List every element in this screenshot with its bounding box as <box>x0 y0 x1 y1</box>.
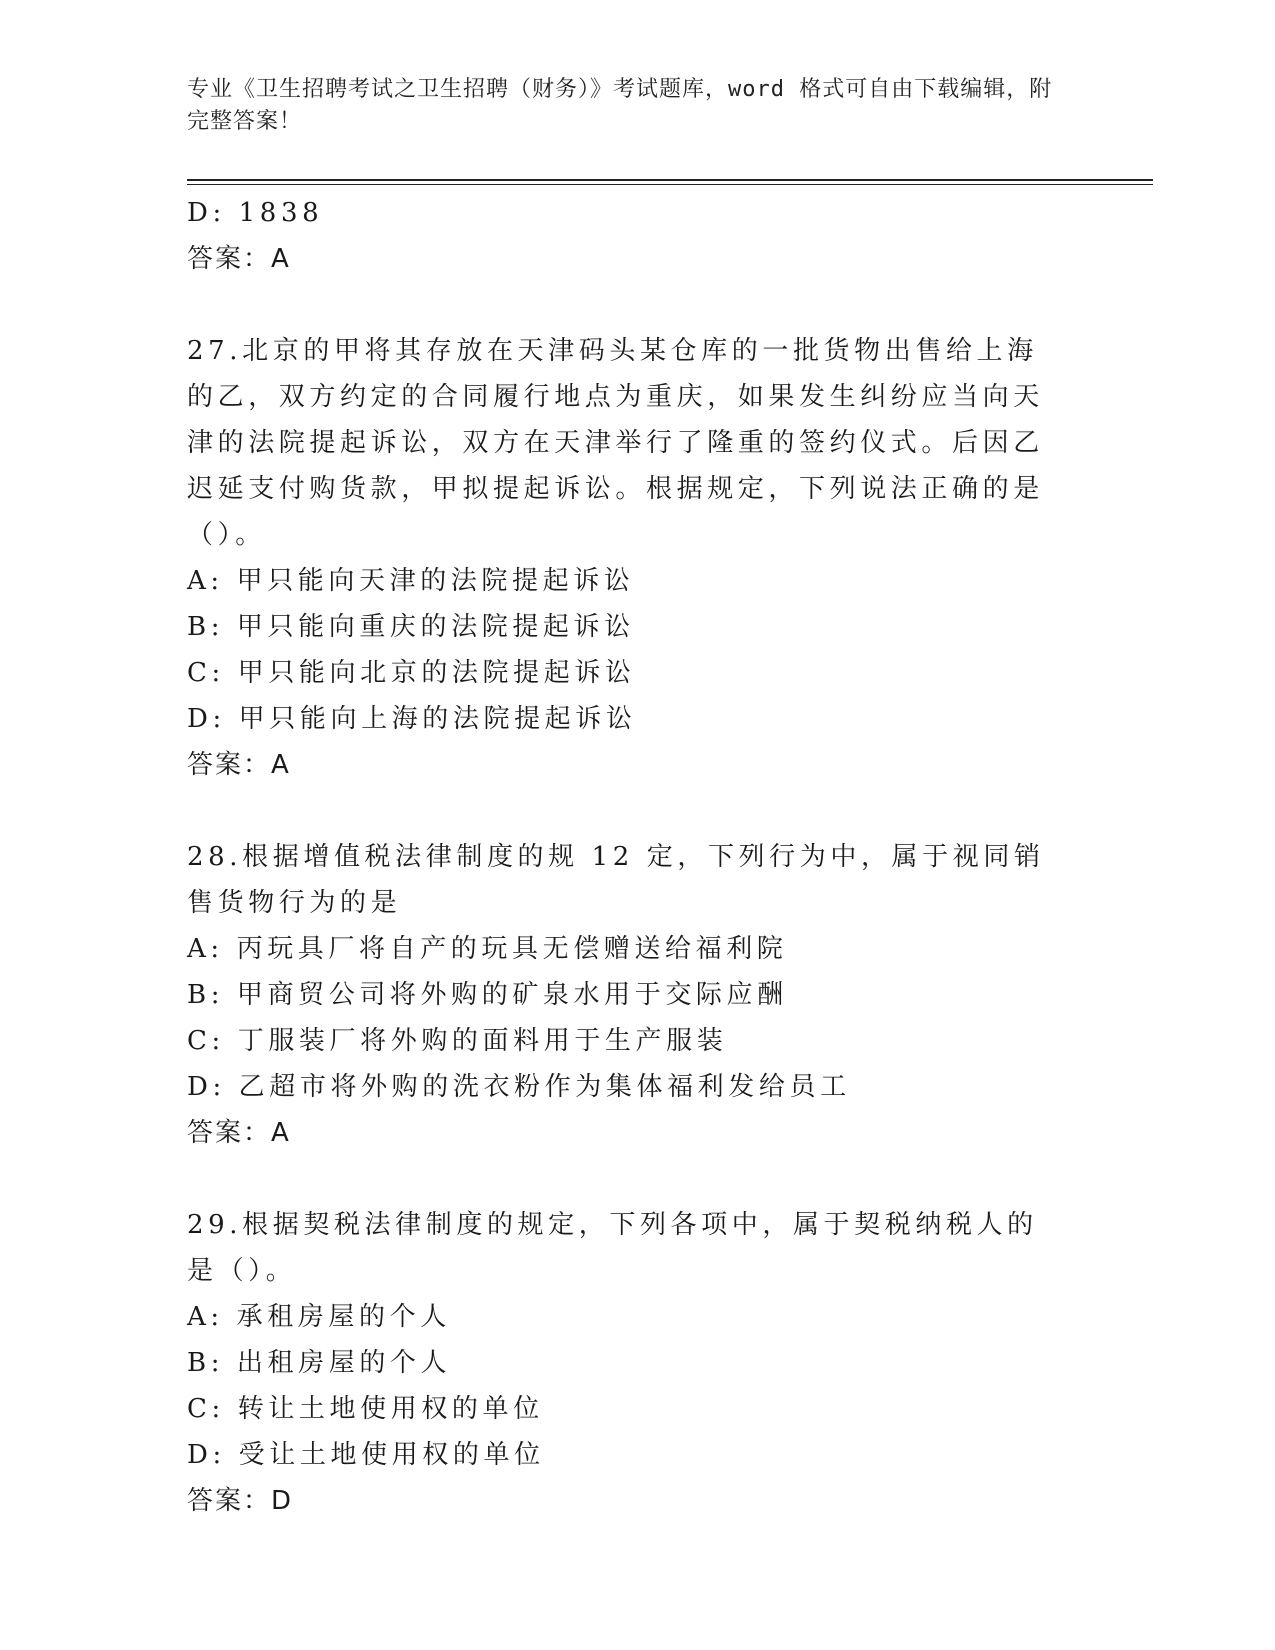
option-a: A: 承租房屋的个人 <box>187 1302 451 1332</box>
option-a: A: 甲只能向天津的法院提起诉讼 <box>187 566 635 596</box>
question-text: 27.北京的甲将其存放在天津码头某仓库的一批货物出售给上海的乙，双方约定的合同履行地点为重庆，如果发生纠纷应当向天津的法院提起诉讼，双方在天津举行了隆重的签约仪式。后因乙迟延支付购货款，甲拟提起诉讼。根据规定，下列说法正确的是（）。 <box>187 336 1044 550</box>
option-c: C: 丁服装厂将外购的面料用于生产服装 <box>187 1026 728 1056</box>
document-header: 专业《卫生招聘考试之卫生招聘（财务）》考试题库，word 格式可自由下载编辑，附完整答案！ <box>187 77 1053 134</box>
answer: 答案：A <box>187 1118 291 1148</box>
question-29 <box>187 1202 1067 1524</box>
question-27 <box>187 328 1067 788</box>
option-d: D: 甲只能向上海的法院提起诉讼 <box>187 704 637 734</box>
option-c: C: 转让土地使用权的单位 <box>187 1394 544 1424</box>
question-text: 28.根据增值税法律制度的规 12 定，下列行为中，属于视同销售货物行为的是 <box>187 842 1045 918</box>
header-rule-thick <box>187 179 1153 181</box>
answer: 答案：A <box>187 750 291 780</box>
answer: 答案：D <box>187 1486 294 1516</box>
option-a: A: 丙玩具厂将自产的玩具无偿赠送给福利院 <box>187 934 788 964</box>
prev-question-option-d: D: 1838 <box>187 198 324 228</box>
option-b: B: 出租房屋的个人 <box>187 1348 452 1378</box>
question-28 <box>187 834 1067 1156</box>
question-text: 29.根据契税法律制度的规定，下列各项中，属于契税纳税人的是（）。 <box>187 1210 1038 1286</box>
option-d: D: 受让土地使用权的单位 <box>187 1440 545 1470</box>
option-b: B: 甲只能向重庆的法院提起诉讼 <box>187 612 635 642</box>
header-rule-thin <box>187 184 1153 185</box>
option-d: D: 乙超市将外购的洗衣粉作为集体福利发给员工 <box>187 1072 851 1102</box>
option-c: C: 甲只能向北京的法院提起诉讼 <box>187 658 636 688</box>
question-list <box>187 190 1067 1524</box>
option-b: B: 甲商贸公司将外购的矿泉水用于交际应酬 <box>187 980 788 1010</box>
prev-question-answer: 答案：A <box>187 244 291 274</box>
